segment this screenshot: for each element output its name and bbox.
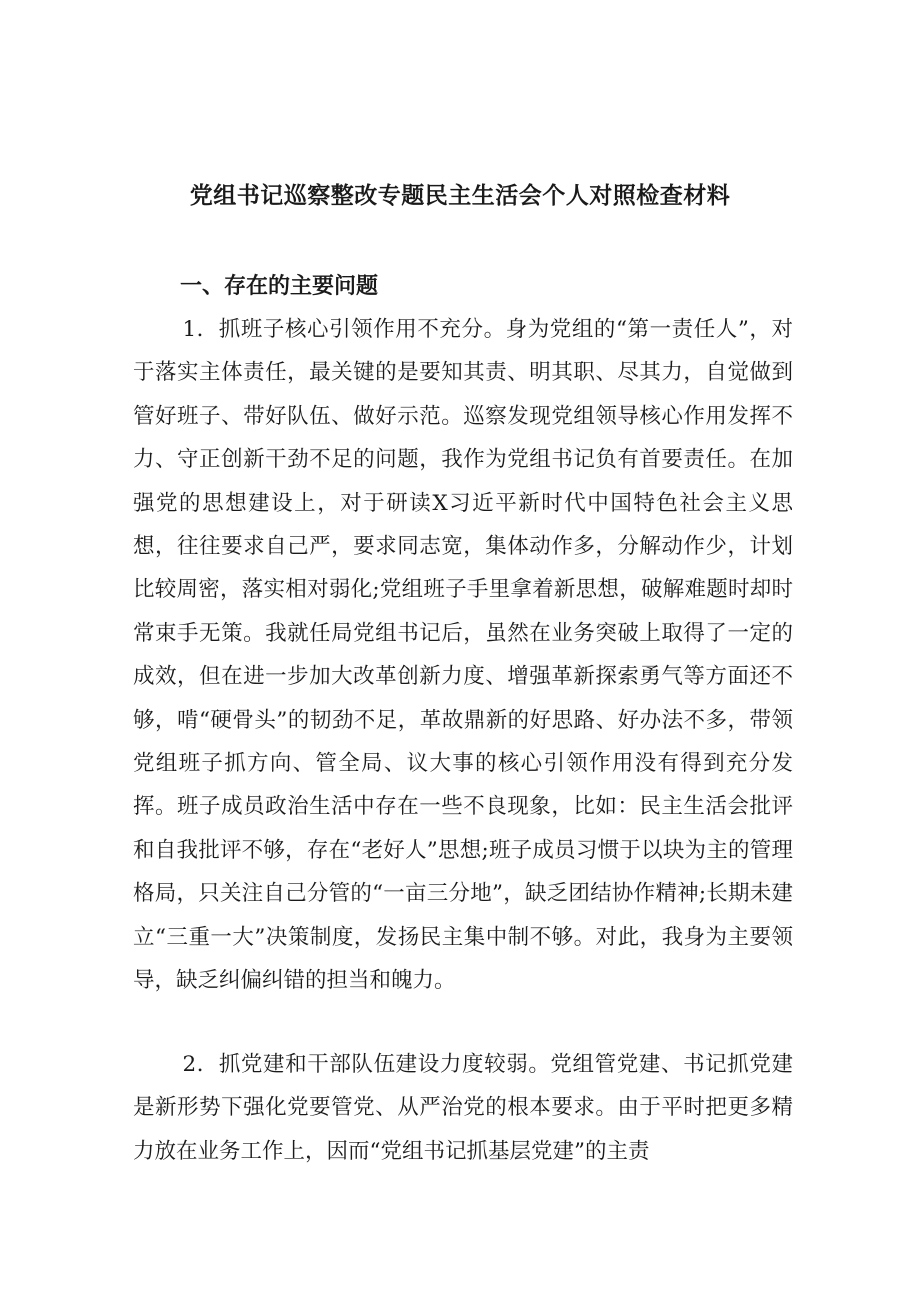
body-paragraph-1: 1．抓班子核心引领作用不充分。身为党组的“第一责任人”，对于落实主体责任，最关键的是要知其责、明其职、尽其力，自觉做到管好班子、带好队伍、做好示范。巡察发现党组领导核心作用发挥不力、守正创新干劲不足的问题，我作为党组书记负有首要责任。在加强党的思想建设上，对于研读X习近平新时代中国特色社会主义思想，往往要求自己严，要求同志宽，集体动作多，分解动作少，计划比较周密，落实相对弱化;党组班子手里拿着新思想，破解难题时却时常束手无策。我就任局党组书记后，虽然在业务突破上取得了一定的成效，但在进一步加大改革创新力度、增强革新探索勇气等方面还不够，啃“硬骨头”的韧劲不足，革故鼎新的好思路、好办法不多，带领党组班子抓方向、管全局、议大事的核心引领作用没有得到充分发挥。班子成员政治生活中存在一些不良现象，比如：民主生活会批评和自我批评不够，存在“老好人”思想;班子成员习惯于以块为主的管理格局，只关注自己分管的“一亩三分地”，缺乏团结协作精神;长期未建立“三重一大”决策制度，发扬民主集中制不够。对此，我身为主要领导，缺乏纠偏纠错的担当和魄力。 <box>133 317 793 994</box>
body-paragraph-2: 2．抓党建和干部队伍建设力度较弱。党组管党建、书记抓党建是新形势下强化党要管党、从严治党的根本要求。由于平时把更多精力放在业务工作上，因而“党组书记抓基层党建”的主责 <box>133 1052 793 1164</box>
document-title: 党组书记巡察整改专题民主生活会个人对照检查材料 <box>189 183 731 209</box>
section-heading: 一、存在的主要问题 <box>180 274 379 299</box>
